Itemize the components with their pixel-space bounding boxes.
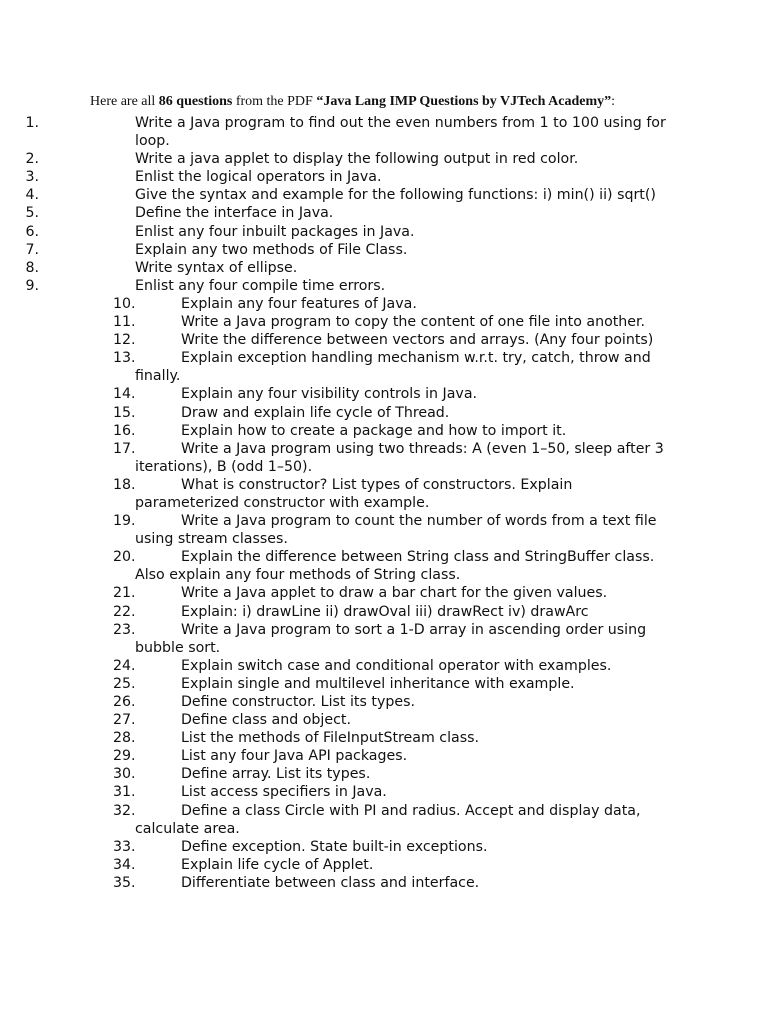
question-text: Differentiate between class and interface. <box>181 874 480 891</box>
question-text: Draw and explain life cycle of Thread. <box>181 404 450 421</box>
question-text: Define array. List its types. <box>181 766 371 783</box>
question-item <box>0 422 680 440</box>
question-item <box>0 675 680 693</box>
question-item <box>0 404 680 422</box>
question-text: Explain any two methods of File Class. <box>135 241 408 258</box>
question-item <box>0 603 680 621</box>
question-number: 35. <box>113 874 136 891</box>
question-text: Write a Java program to find out the even numbers from 1 to 100 using for loop. <box>135 115 666 150</box>
question-text: Write a java applet to display the following output in red color. <box>135 151 579 168</box>
question-text: Explain: i) drawLine ii) drawOval iii) drawRect iv) drawArc <box>181 603 589 620</box>
question-number: 2. <box>25 151 39 168</box>
question-number: 1. <box>25 115 39 131</box>
question-item <box>0 168 680 186</box>
question-text: Give the syntax and example for the following functions: i) min() ii) sqrt() <box>135 187 656 204</box>
question-item <box>0 783 680 801</box>
question-text: Explain how to create a package and how to import it. <box>181 422 567 439</box>
question-item <box>0 476 680 512</box>
question-item <box>0 114 680 150</box>
question-text: Explain any four visibility controls in Java. <box>181 386 478 403</box>
question-number: 28. <box>113 730 136 747</box>
question-text: Enlist the logical operators in Java. <box>135 169 382 186</box>
question-text: Explain the difference between String class and StringBuffer class. Also explain any four methods of String class. <box>135 549 655 584</box>
question-number: 12. <box>113 332 136 349</box>
question-number: 21. <box>113 585 136 602</box>
intro-title: “Java Lang IMP Questions by VJTech Academy” <box>316 94 612 109</box>
question-text: Define exception. State built-in exceptions. <box>181 838 488 855</box>
question-text: Explain life cycle of Applet. <box>181 856 374 873</box>
question-item <box>0 584 680 602</box>
question-number: 10. <box>113 295 136 312</box>
question-number: 25. <box>113 675 136 692</box>
question-item <box>0 440 680 476</box>
question-text: Explain exception handling mechanism w.r.t. try, catch, throw and finally. <box>135 350 651 385</box>
question-item <box>0 693 680 711</box>
question-text: List any four Java API packages. <box>181 748 408 765</box>
question-text: Write a Java program to sort a 1-D array in ascending order using bubble sort. <box>135 621 647 656</box>
question-text: List access specifiers in Java. <box>181 784 387 801</box>
question-item <box>0 186 680 204</box>
question-number: 32. <box>113 802 136 819</box>
question-text: Define class and object. <box>181 712 351 729</box>
question-item <box>0 241 680 259</box>
intro-middle: from the PDF <box>232 94 317 109</box>
question-number: 5. <box>25 205 39 222</box>
question-number: 8. <box>25 259 39 276</box>
question-item <box>0 621 680 657</box>
intro-count: 86 questions <box>158 94 233 109</box>
question-number: 4. <box>25 187 39 204</box>
question-text: Write a Java applet to draw a bar chart for the given values. <box>181 585 608 602</box>
question-item <box>0 802 680 838</box>
question-number: 11. <box>113 314 136 331</box>
question-item <box>0 765 680 783</box>
question-text: Enlist any four inbuilt packages in Java. <box>135 223 415 240</box>
question-number: 26. <box>113 694 136 710</box>
intro-suffix: : <box>611 94 616 109</box>
question-item <box>0 729 680 747</box>
question-text: What is constructor? List types of constructors. Explain parameterized constructor with example. <box>135 476 573 511</box>
question-item <box>0 874 680 892</box>
question-number: 3. <box>25 169 39 186</box>
question-number: 18. <box>113 476 136 493</box>
question-number: 19. <box>113 513 136 530</box>
question-text: List the methods of FileInputStream class. <box>181 730 480 747</box>
intro-line <box>90 93 615 111</box>
question-item <box>0 838 680 856</box>
question-item <box>0 856 680 874</box>
question-number: 34. <box>113 856 136 873</box>
question-item <box>0 331 680 349</box>
question-number: 14. <box>113 386 136 403</box>
question-text: Explain any four features of Java. <box>181 295 417 312</box>
question-number: 24. <box>113 657 136 674</box>
question-number: 23. <box>113 621 136 638</box>
question-item <box>0 313 680 331</box>
question-item <box>0 349 680 385</box>
question-number: 31. <box>113 784 136 801</box>
question-item <box>0 150 680 168</box>
question-number: 22. <box>113 603 136 620</box>
question-item <box>0 548 680 584</box>
question-item <box>0 512 680 548</box>
question-text: Write the difference between vectors and arrays. (Any four points) <box>181 332 654 349</box>
question-item <box>0 204 680 222</box>
question-number: 30. <box>113 766 136 783</box>
intro-prefix: Here are all <box>90 94 159 109</box>
question-text: Define the interface in Java. <box>135 205 334 222</box>
question-number: 16. <box>113 422 136 439</box>
question-item <box>0 223 680 241</box>
question-number: 17. <box>113 440 136 457</box>
question-text: Write a Java program to copy the content of one file into another. <box>181 314 646 331</box>
question-number: 9. <box>25 277 39 294</box>
question-number: 20. <box>113 549 136 566</box>
question-text: Write a Java program using two threads: A (even 1–50, sleep after 3 iterations), B (odd 1–50). <box>135 440 664 475</box>
question-text: Enlist any four compile time errors. <box>135 277 386 294</box>
question-text: Write a Java program to count the number of words from a text file using stream classes. <box>135 513 657 548</box>
question-number: 33. <box>113 838 136 855</box>
question-item <box>0 385 680 403</box>
question-number: 27. <box>113 712 136 729</box>
question-item <box>0 295 680 313</box>
question-number: 13. <box>113 350 136 367</box>
question-item <box>0 747 680 765</box>
question-text: Write syntax of ellipse. <box>135 259 298 276</box>
question-text: Define constructor. List its types. <box>181 694 415 710</box>
question-number: 7. <box>25 241 39 258</box>
question-item <box>0 657 680 675</box>
question-number: 15. <box>113 404 136 421</box>
question-item <box>0 259 680 277</box>
question-text: Explain switch case and conditional operator with examples. <box>181 657 612 674</box>
question-list <box>0 114 768 892</box>
question-text: Define a class Circle with PI and radius. Accept and display data, calculate area. <box>135 802 641 837</box>
question-text: Explain single and multilevel inheritance with example. <box>181 675 575 692</box>
question-number: 6. <box>25 223 39 240</box>
question-number: 29. <box>113 748 136 765</box>
question-item <box>0 711 680 729</box>
question-item <box>0 277 680 295</box>
